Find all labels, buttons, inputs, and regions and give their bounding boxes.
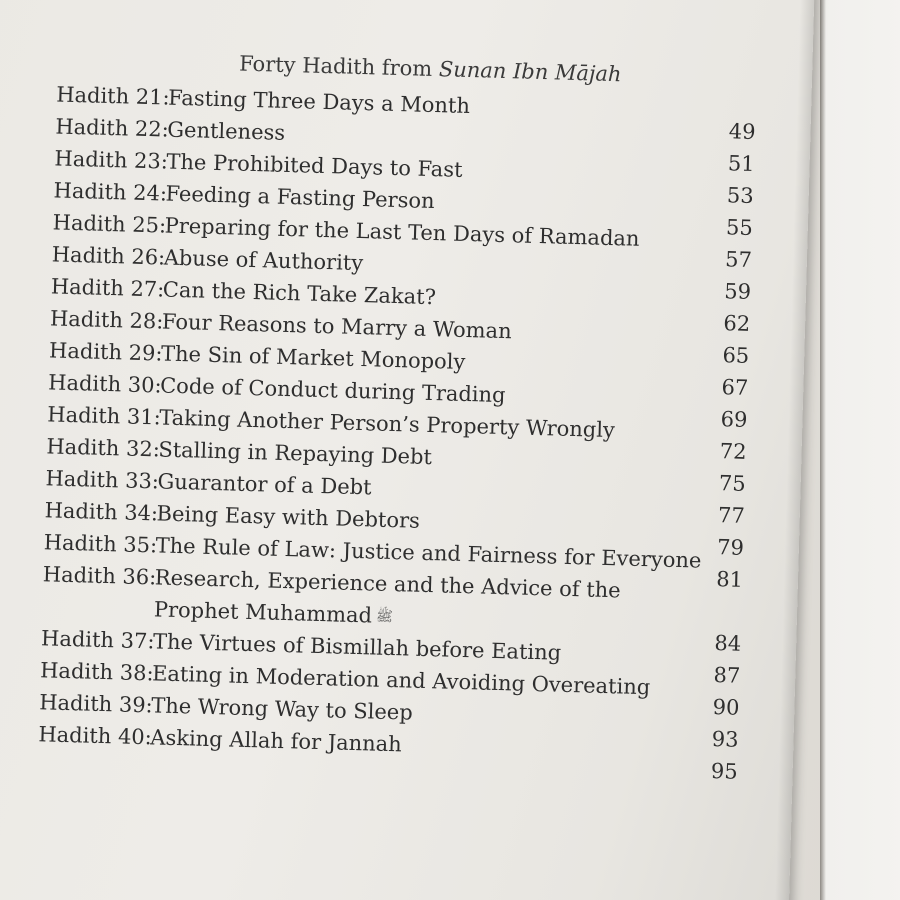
entry-label: Hadith 37: <box>40 626 155 654</box>
entry-page-number: 51 <box>727 151 755 176</box>
entry-title: The Rule of Law: Justice and Fairness for Everyone <box>155 533 702 573</box>
entry-label: Hadith 39: <box>38 690 154 718</box>
entry-label: Hadith 25: <box>52 210 167 238</box>
page-edge-shadow <box>773 0 815 900</box>
entry-label: Hadith 24: <box>53 178 168 206</box>
entry-label: Hadith 35: <box>43 530 158 558</box>
entry-label: Hadith 31: <box>47 402 162 430</box>
entry-title: Preparing for the Last Ten Days of Ramadan <box>164 213 640 251</box>
entry-title: Eating in Moderation and Avoiding Overeating <box>151 661 651 700</box>
entry-title: Being Easy with Debtors <box>156 501 421 533</box>
entry-page-number: 90 <box>712 695 740 720</box>
next-page <box>820 0 900 900</box>
entry-page-number: 59 <box>723 279 752 304</box>
entry-label: Hadith 23: <box>54 146 169 174</box>
entry-title: Asking Allah for Jannah <box>150 725 403 757</box>
entry-title: Feeding a Fasting Person <box>165 181 435 214</box>
entry-page-number: 72 <box>719 439 747 464</box>
entry-page-number: 79 <box>716 535 745 560</box>
entry-label: Hadith 40: <box>38 722 153 750</box>
salutation-seal-icon: ﷺ <box>375 608 394 625</box>
entry-page-number: 84 <box>714 631 742 656</box>
entry-page-number: 55 <box>725 215 754 240</box>
entry-label: Hadith 28: <box>49 306 164 334</box>
entry-label: Hadith 33: <box>45 466 160 494</box>
entry-title: Guarantor of a Debt <box>157 469 372 500</box>
entry-page-number: 75 <box>718 471 747 496</box>
entry-label: Hadith 29: <box>48 338 163 366</box>
entry-page-number: 57 <box>724 247 753 272</box>
entry-label: Hadith 34: <box>44 498 159 526</box>
entry-page-number: 49 <box>728 119 756 144</box>
entry-title: Abuse of Authority <box>163 245 364 276</box>
entry-page-number: 77 <box>717 503 746 528</box>
entry-title: Can the Rich Take Zakat? <box>162 277 437 310</box>
entry-title: The Virtues of Bismillah before Eating <box>152 629 562 665</box>
entry-page-number: 65 <box>722 343 750 368</box>
entry-page-number: 81 <box>715 567 744 592</box>
entry-page-number: 53 <box>726 183 755 208</box>
entry-page-number: 69 <box>720 407 748 432</box>
entry-title: Four Reasons to Marry a Woman <box>161 309 512 344</box>
entry-title: Fasting Three Days a Month <box>167 85 471 119</box>
entry-page-number: 93 <box>711 727 739 752</box>
entry-label: Hadith 27: <box>50 274 165 302</box>
entry-label: Hadith 30: <box>47 370 162 398</box>
entry-page-number: 95 <box>710 759 738 784</box>
entry-title: Taking Another Person’s Property Wrongly <box>158 405 616 443</box>
entry-page-number: 87 <box>713 663 741 688</box>
entry-page-number: 67 <box>721 375 749 400</box>
entry-title: Stalling in Repaying Debt <box>158 437 433 470</box>
header-book-title: Sunan Ibn Mājah <box>438 57 622 87</box>
entry-title-line2 <box>154 597 394 628</box>
entry-title-line2-text: Prophet Muhammad <box>153 597 373 628</box>
entry-title: The Wrong Way to Sleep <box>150 693 414 725</box>
entry-title: The Prohibited Days to Fast <box>166 149 463 182</box>
running-header <box>239 52 622 87</box>
entry-title: Gentleness <box>167 117 286 145</box>
table-of-contents <box>38 82 756 784</box>
entry-label: Hadith 36: <box>42 562 157 590</box>
header-prefix: Forty Hadith from <box>238 51 440 82</box>
entry-title: Code of Conduct during Trading <box>159 373 506 408</box>
entry-title: The Sin of Market Monopoly <box>160 341 466 374</box>
entry-label: Hadith 32: <box>46 434 161 462</box>
entry-page-number: 62 <box>723 311 751 336</box>
entry-label: Hadith 22: <box>55 114 170 142</box>
entry-label: Hadith 38: <box>39 658 154 686</box>
entry-label: Hadith 26: <box>51 242 166 270</box>
entry-label: Hadith 21: <box>55 82 171 110</box>
entry-title: Research, Experience and the Advice of the <box>154 565 622 603</box>
